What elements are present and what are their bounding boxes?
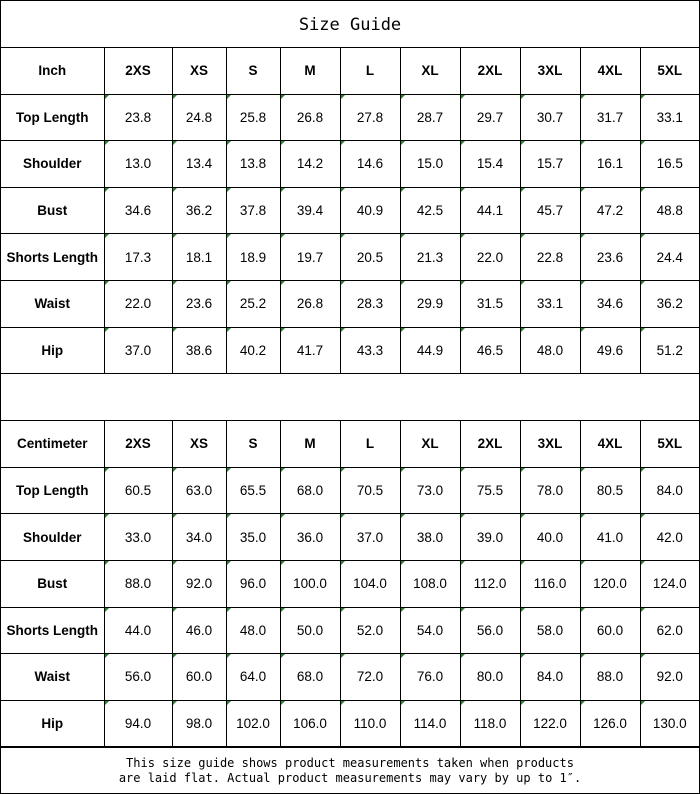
measurement-value: 15.0 [400, 141, 460, 188]
measurement-value: 104.0 [340, 560, 400, 607]
measurement-value: 65.5 [226, 467, 280, 514]
measurement-value: 37.0 [104, 327, 172, 374]
measurement-value: 37.8 [226, 187, 280, 234]
measurement-value: 26.8 [280, 280, 340, 327]
measurement-value: 100.0 [280, 560, 340, 607]
measurement-label: Bust [1, 560, 104, 607]
measurement-value: 76.0 [400, 654, 460, 701]
measurement-value: 63.0 [172, 467, 226, 514]
measurement-value: 78.0 [520, 467, 580, 514]
size-header: 5XL [640, 421, 699, 467]
measurement-label: Shoulder [1, 141, 104, 188]
measurement-value: 96.0 [226, 560, 280, 607]
table-row [1, 187, 699, 234]
measurement-value: 23.8 [104, 94, 172, 141]
measurement-value: 94.0 [104, 700, 172, 747]
measurement-value: 30.7 [520, 94, 580, 141]
measurement-value: 40.9 [340, 187, 400, 234]
measurement-value: 42.0 [640, 514, 699, 561]
measurement-value: 45.7 [520, 187, 580, 234]
measurement-value: 25.2 [226, 280, 280, 327]
measurement-value: 46.5 [460, 327, 520, 374]
measurement-value: 48.8 [640, 187, 699, 234]
size-header: XS [172, 48, 226, 94]
measurement-value: 22.0 [460, 234, 520, 281]
measurement-value: 23.6 [580, 234, 640, 281]
measurement-label: Shoulder [1, 514, 104, 561]
measurement-value: 44.1 [460, 187, 520, 234]
measurement-value: 16.5 [640, 141, 699, 188]
measurement-label: Hip [1, 700, 104, 747]
measurement-note-line-1: This size guide shows product measurements taken when products [126, 756, 574, 771]
centimeter-size-table [1, 421, 699, 747]
measurement-value: 27.8 [340, 94, 400, 141]
measurement-value: 126.0 [580, 700, 640, 747]
measurement-value: 31.7 [580, 94, 640, 141]
measurement-label: Shorts Length [1, 607, 104, 654]
measurement-value: 38.0 [400, 514, 460, 561]
size-header: M [280, 48, 340, 94]
measurement-value: 72.0 [340, 654, 400, 701]
measurement-value: 36.0 [280, 514, 340, 561]
unit-label: Centimeter [1, 421, 104, 467]
measurement-value: 15.7 [520, 141, 580, 188]
section-spacer [1, 374, 699, 421]
measurement-value: 110.0 [340, 700, 400, 747]
table-row [1, 607, 699, 654]
measurement-value: 70.5 [340, 467, 400, 514]
measurement-value: 88.0 [580, 654, 640, 701]
measurement-value: 13.0 [104, 141, 172, 188]
size-header: XL [400, 48, 460, 94]
measurement-value: 124.0 [640, 560, 699, 607]
measurement-value: 28.3 [340, 280, 400, 327]
size-header: 3XL [520, 48, 580, 94]
measurement-value: 108.0 [400, 560, 460, 607]
measurement-value: 34.0 [172, 514, 226, 561]
size-header: 2XS [104, 48, 172, 94]
measurement-value: 23.6 [172, 280, 226, 327]
measurement-value: 31.5 [460, 280, 520, 327]
measurement-value: 15.4 [460, 141, 520, 188]
table-row [1, 94, 699, 141]
measurement-value: 14.6 [340, 141, 400, 188]
measurement-value: 120.0 [580, 560, 640, 607]
measurement-value: 60.0 [172, 654, 226, 701]
measurement-value: 18.9 [226, 234, 280, 281]
size-header: S [226, 48, 280, 94]
measurement-value: 20.5 [340, 234, 400, 281]
measurement-value: 41.7 [280, 327, 340, 374]
measurement-value: 39.0 [460, 514, 520, 561]
measurement-value: 49.6 [580, 327, 640, 374]
measurement-value: 18.1 [172, 234, 226, 281]
measurement-value: 130.0 [640, 700, 699, 747]
page-title: Size Guide [1, 1, 699, 48]
measurement-note [1, 747, 699, 791]
measurement-value: 60.0 [580, 607, 640, 654]
table-header-row [1, 48, 699, 94]
measurement-value: 64.0 [226, 654, 280, 701]
measurement-value: 92.0 [640, 654, 699, 701]
measurement-label: Top Length [1, 467, 104, 514]
measurement-value: 14.2 [280, 141, 340, 188]
table-row [1, 234, 699, 281]
measurement-value: 24.8 [172, 94, 226, 141]
measurement-label: Bust [1, 187, 104, 234]
table-row [1, 560, 699, 607]
measurement-value: 17.3 [104, 234, 172, 281]
table-row [1, 280, 699, 327]
table-row [1, 467, 699, 514]
measurement-value: 34.6 [580, 280, 640, 327]
measurement-value: 75.5 [460, 467, 520, 514]
measurement-note-line-2: are laid flat. Actual product measurements may vary by up to 1″. [118, 771, 582, 786]
measurement-value: 47.2 [580, 187, 640, 234]
size-header: L [340, 421, 400, 467]
measurement-value: 41.0 [580, 514, 640, 561]
size-header: 2XS [104, 421, 172, 467]
measurement-value: 88.0 [104, 560, 172, 607]
measurement-value: 29.7 [460, 94, 520, 141]
measurement-value: 102.0 [226, 700, 280, 747]
measurement-value: 73.0 [400, 467, 460, 514]
measurement-value: 22.8 [520, 234, 580, 281]
size-header: 2XL [460, 48, 520, 94]
measurement-value: 52.0 [340, 607, 400, 654]
measurement-value: 36.2 [172, 187, 226, 234]
measurement-label: Waist [1, 280, 104, 327]
measurement-value: 84.0 [640, 467, 699, 514]
size-header: 5XL [640, 48, 699, 94]
measurement-value: 36.2 [640, 280, 699, 327]
measurement-value: 37.0 [340, 514, 400, 561]
measurement-value: 21.3 [400, 234, 460, 281]
measurement-value: 29.9 [400, 280, 460, 327]
table-row [1, 700, 699, 747]
measurement-value: 25.8 [226, 94, 280, 141]
size-header: M [280, 421, 340, 467]
measurement-value: 38.6 [172, 327, 226, 374]
measurement-value: 106.0 [280, 700, 340, 747]
measurement-value: 58.0 [520, 607, 580, 654]
measurement-value: 28.7 [400, 94, 460, 141]
size-header: XS [172, 421, 226, 467]
measurement-value: 56.0 [104, 654, 172, 701]
measurement-value: 33.0 [104, 514, 172, 561]
measurement-value: 60.5 [104, 467, 172, 514]
measurement-value: 48.0 [226, 607, 280, 654]
measurement-value: 80.0 [460, 654, 520, 701]
measurement-value: 118.0 [460, 700, 520, 747]
measurement-value: 39.4 [280, 187, 340, 234]
size-header: 4XL [580, 421, 640, 467]
measurement-value: 56.0 [460, 607, 520, 654]
measurement-value: 33.1 [640, 94, 699, 141]
measurement-label: Hip [1, 327, 104, 374]
measurement-value: 40.0 [520, 514, 580, 561]
measurement-value: 40.2 [226, 327, 280, 374]
measurement-value: 44.9 [400, 327, 460, 374]
size-header: 2XL [460, 421, 520, 467]
measurement-value: 22.0 [104, 280, 172, 327]
measurement-value: 98.0 [172, 700, 226, 747]
size-header: 3XL [520, 421, 580, 467]
measurement-label: Shorts Length [1, 234, 104, 281]
measurement-value: 51.2 [640, 327, 699, 374]
table-row [1, 654, 699, 701]
measurement-value: 50.0 [280, 607, 340, 654]
size-header: L [340, 48, 400, 94]
measurement-value: 116.0 [520, 560, 580, 607]
measurement-value: 46.0 [172, 607, 226, 654]
measurement-value: 48.0 [520, 327, 580, 374]
measurement-value: 68.0 [280, 654, 340, 701]
measurement-value: 34.6 [104, 187, 172, 234]
measurement-value: 112.0 [460, 560, 520, 607]
measurement-label: Waist [1, 654, 104, 701]
measurement-value: 16.1 [580, 141, 640, 188]
measurement-value: 122.0 [520, 700, 580, 747]
measurement-value: 26.8 [280, 94, 340, 141]
table-header-row [1, 421, 699, 467]
measurement-value: 68.0 [280, 467, 340, 514]
measurement-value: 54.0 [400, 607, 460, 654]
measurement-value: 13.8 [226, 141, 280, 188]
measurement-value: 62.0 [640, 607, 699, 654]
inch-size-table [1, 48, 699, 374]
table-row [1, 514, 699, 561]
table-row [1, 327, 699, 374]
measurement-value: 42.5 [400, 187, 460, 234]
measurement-value: 35.0 [226, 514, 280, 561]
measurement-label: Top Length [1, 94, 104, 141]
table-row [1, 141, 699, 188]
measurement-value: 19.7 [280, 234, 340, 281]
measurement-value: 114.0 [400, 700, 460, 747]
measurement-value: 92.0 [172, 560, 226, 607]
size-header: XL [400, 421, 460, 467]
measurement-value: 13.4 [172, 141, 226, 188]
measurement-value: 24.4 [640, 234, 699, 281]
size-header: S [226, 421, 280, 467]
unit-label: Inch [1, 48, 104, 94]
measurement-value: 84.0 [520, 654, 580, 701]
measurement-value: 33.1 [520, 280, 580, 327]
measurement-value: 44.0 [104, 607, 172, 654]
measurement-value: 43.3 [340, 327, 400, 374]
size-header: 4XL [580, 48, 640, 94]
measurement-value: 80.5 [580, 467, 640, 514]
